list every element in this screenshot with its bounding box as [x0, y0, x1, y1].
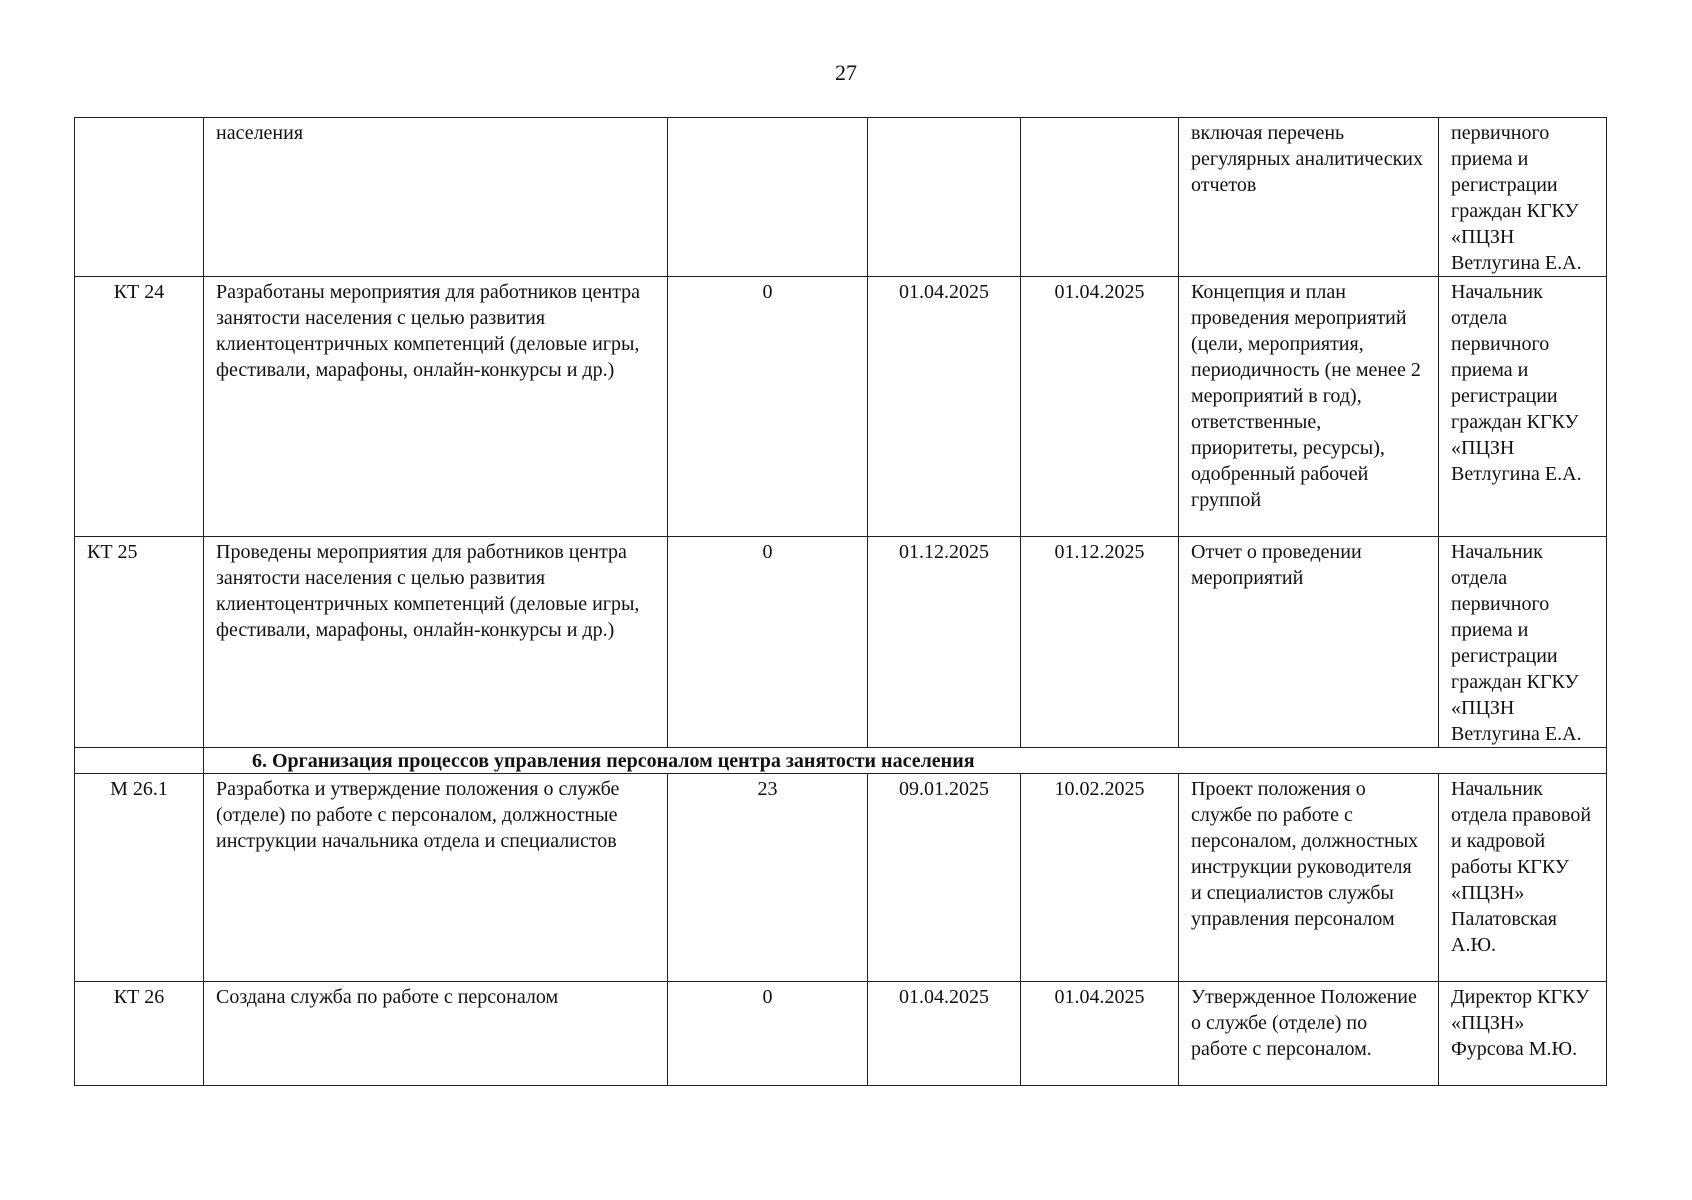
cell-result: Концепция и план проведения мероприятий (цели, мероприятия, периодичность (не менее 2 мероприятий в год), ответственные, приоритеты, ресурсы), одобренный рабочей группой: [1179, 277, 1439, 537]
cell-duration: [668, 118, 868, 277]
cell-code: КТ 25: [75, 537, 204, 748]
cell-result: Отчет о проведении мероприятий: [1179, 537, 1439, 748]
cell-name: Разработаны мероприятия для работников центра занятости населения с целью развития клиентоцентричных компетенций (деловые игры, фестивали, марафоны, онлайн-конкурсы и др.): [204, 277, 668, 537]
cell-start-date: 01.04.2025: [868, 982, 1021, 1086]
cell-end-date: 10.02.2025: [1021, 774, 1179, 982]
cell-duration: 0: [668, 982, 868, 1086]
cell-code: [75, 118, 204, 277]
cell-duration: 0: [668, 537, 868, 748]
cell-result: Утвержденное Положение о службе (отделе) по работе с персоналом.: [1179, 982, 1439, 1086]
cell-result: Проект положения о службе по работе с персоналом, должностных инструкции руководителя и специалистов службы управления персоналом: [1179, 774, 1439, 982]
table-row: [75, 774, 1607, 982]
cell-responsible: Начальник отдела первичного приема и регистрации граждан КГКУ «ПЦЗН Ветлугина Е.А.: [1439, 277, 1607, 537]
table-row: [75, 277, 1607, 537]
cell-duration: 0: [668, 277, 868, 537]
cell-end-date: 01.04.2025: [1021, 277, 1179, 537]
plan-table: [74, 117, 1607, 1086]
cell-start-date: 01.12.2025: [868, 537, 1021, 748]
cell-end-date: 01.12.2025: [1021, 537, 1179, 748]
page-number: 27: [835, 60, 857, 85]
table-row: [75, 982, 1607, 1086]
cell-end-date: [1021, 118, 1179, 277]
cell-result: включая перечень регулярных аналитических отчетов: [1179, 118, 1439, 277]
cell-end-date: 01.04.2025: [1021, 982, 1179, 1086]
section-title: 6. Организация процессов управления персоналом центра занятости населения: [204, 748, 1607, 774]
section-code-cell: [75, 748, 204, 774]
cell-code: КТ 26: [75, 982, 204, 1086]
cell-code: М 26.1: [75, 774, 204, 982]
cell-responsible: Начальник отдела правовой и кадровой работы КГКУ «ПЦЗН» Палатовская А.Ю.: [1439, 774, 1607, 982]
cell-start-date: 01.04.2025: [868, 277, 1021, 537]
cell-start-date: [868, 118, 1021, 277]
table-row: [75, 537, 1607, 748]
cell-name: Создана служба по работе с персоналом: [204, 982, 668, 1086]
cell-code: КТ 24: [75, 277, 204, 537]
cell-name: населения: [204, 118, 668, 277]
section-row: [75, 748, 1607, 774]
cell-start-date: 09.01.2025: [868, 774, 1021, 982]
cell-responsible: Директор КГКУ «ПЦЗН» Фурсова М.Ю.: [1439, 982, 1607, 1086]
table-row: [75, 118, 1607, 277]
cell-name: Разработка и утверждение положения о службе (отделе) по работе с персоналом, должностные инструкции начальника отдела и специалистов: [204, 774, 668, 982]
cell-duration: 23: [668, 774, 868, 982]
cell-name: Проведены мероприятия для работников центра занятости населения с целью развития клиентоцентричных компетенций (деловые игры, фестивали, марафоны, онлайн-конкурсы и др.): [204, 537, 668, 748]
cell-responsible: Начальник отдела первичного приема и регистрации граждан КГКУ «ПЦЗН Ветлугина Е.А.: [1439, 537, 1607, 748]
cell-responsible: первичного приема и регистрации граждан КГКУ «ПЦЗН Ветлугина Е.А.: [1439, 118, 1607, 277]
